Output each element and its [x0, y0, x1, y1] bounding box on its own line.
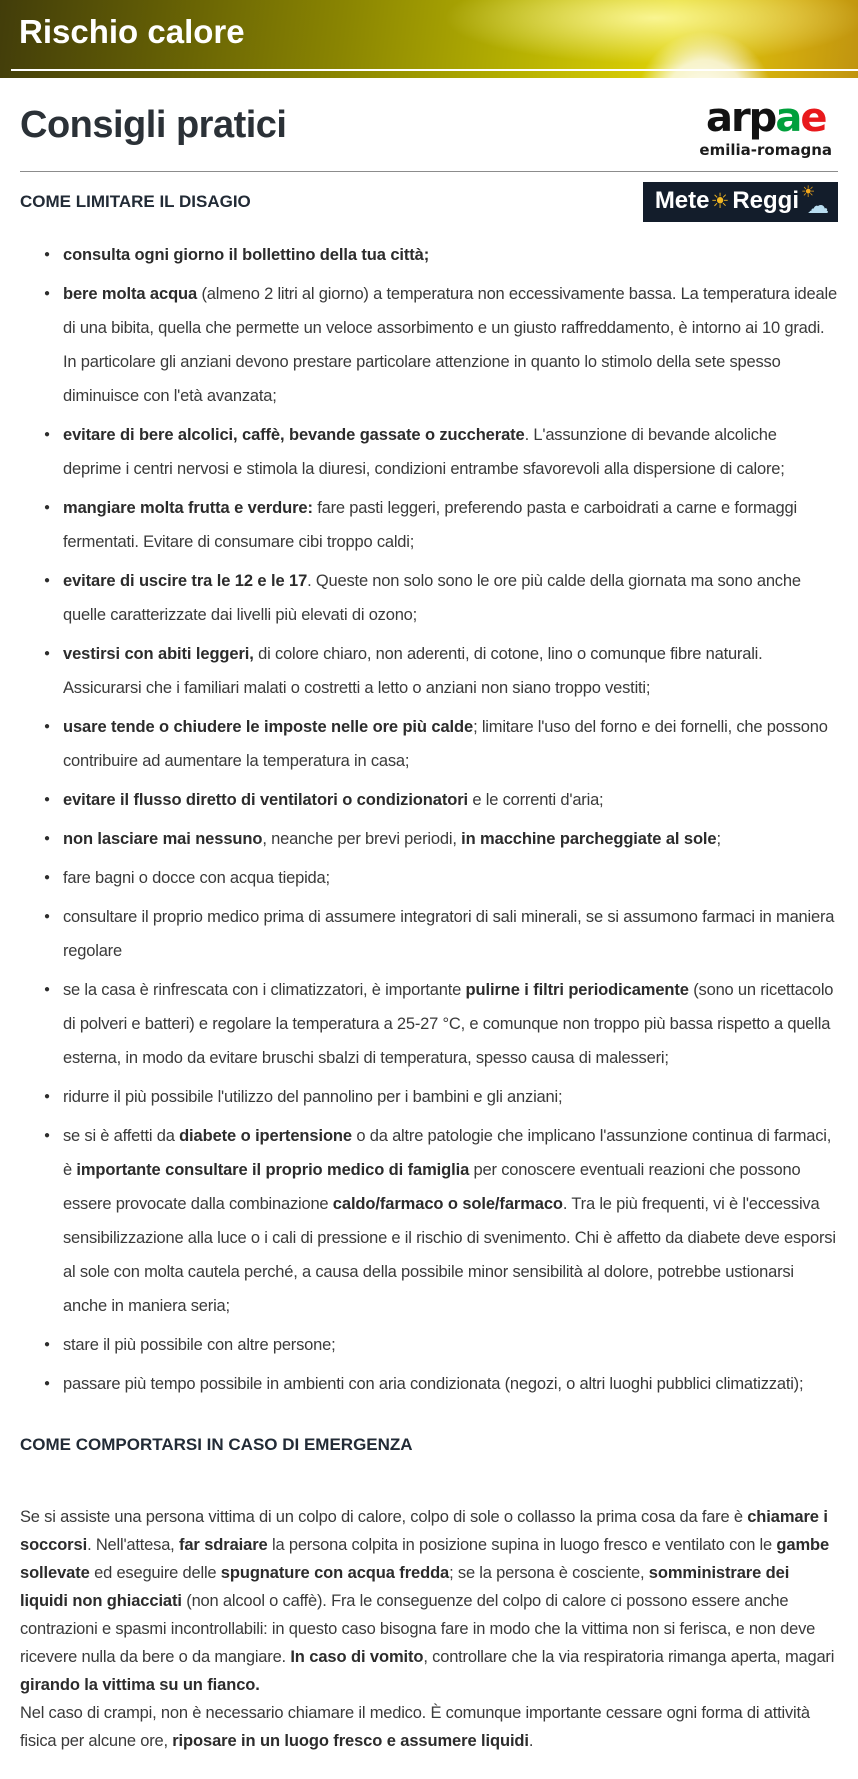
badge-text-reggi: Reggi — [732, 187, 799, 214]
list-item: ● usare tende o chiudere le imposte nelle ore più calde; limitare l'uso del forno e dei fornelli, che possono contribuire ad aumentare la temperatura in casa; — [63, 710, 838, 778]
list-item: ● ridurre il più possibile l'utilizzo del pannolino per i bambini e gli anziani; — [63, 1080, 838, 1114]
list-item: ● vestirsi con abiti leggeri, di colore chiaro, non aderenti, di cotone, lino o comunque fibre naturali. Assicurarsi che i familiari malati o costretti a letto o anziani non siano troppo vestiti; — [63, 637, 838, 705]
list-item: ● consulta ogni giorno il bollettino della tua città; — [63, 238, 838, 272]
list-item: ● bere molta acqua (almeno 2 litri al giorno) a temperatura non eccessivamente bassa. La temperatura ideale di una bibita, quella che permette un veloce assorbimento e un giusto raffreddamento, è intorno ai 10 gradi. In particolare gli anziani devono prestare particolare attenzione in quanto lo stimolo della sete spesso diminuisce con l'età avanzata; — [63, 277, 838, 413]
arpae-logo-subtitle: emilia-romagna — [699, 141, 832, 159]
list-item: ● stare il più possibile con altre persone; — [63, 1328, 838, 1362]
emergency-paragraphs — [20, 1503, 838, 1755]
emergency-paragraph: Se si assiste una persona vittima di un colpo di calore, colpo di sole o collasso la prima cosa da fare è chiamare i soccorsi. Nell'attesa, far sdraiare la persona colpita in posizione supina in luogo fresco e ventilato con le gambe sollevate ed eseguire delle spugnature con acqua fredda; se la persona è cosciente, somministrare dei liquidi non ghiacciati (non alcool o caffè). Fra le conseguenze del colpo di calore ci possono essere anche contrazioni e spasmi incontrollabili: in questo caso bisogna fare in modo che la vittima non si ferisca, e non deve ricevere nulla da bere o da mangiare. In caso di vomito, controllare che la via respiratoria rimanga aperta, magari girando la vittima su un fianco. — [20, 1508, 835, 1694]
arpae-logo[interactable] — [699, 96, 838, 159]
list-item: ● evitare il flusso diretto di ventilatori o condizionatori e le correnti d'aria; — [63, 783, 838, 817]
title-row — [20, 96, 838, 159]
list-item: ● passare più tempo possibile in ambienti con aria condizionata (negozi, o altri luoghi pubblici climatizzati); — [63, 1367, 838, 1401]
emergency-paragraph: Nel caso di crampi, non è necessario chiamare il medico. È comunque importante cessare ogni forma di attività fisica per alcune ore, riposare in un luogo fresco e assumere liquidi. — [20, 1704, 810, 1750]
advice-list — [20, 238, 838, 1401]
list-item: ● se si è affetti da diabete o ipertensione o da altre patologie che implicano l'assunzione continua di farmaci, è importante consultare il proprio medico di famiglia per conoscere eventuali reazioni che possono essere provocate dalla combinazione caldo/farmaco o sole/farmaco. Tra le più frequenti, vi è l'eccessiva sensibilizzazione alla luce o i cali di pressione e il rischio di svenimento. Chi è affetto da diabete deve esporsi al sole con molta cautela perché, a causa della possibile minor sensibilità al dolore, potrebbe ustionarsi anche in maniera seria; — [63, 1119, 838, 1323]
list-item: ● mangiare molta frutta e verdure: fare pasti leggeri, preferendo pasta e carboidrati a carne e formaggi fermentati. Evitare di consumare cibi troppo caldi; — [63, 491, 838, 559]
list-item: ● consultare il proprio medico prima di assumere integratori di sali minerali, se si assumono farmaci in maniera regolare — [63, 900, 838, 968]
banner-title: Rischio calore — [19, 13, 245, 50]
list-item: ● evitare di bere alcolici, caffè, bevande gassate o zuccherate. L'assunzione di bevande alcoliche deprime i centri nervosi e stimola la diuresi, condizioni entrambe sfavorevoli alla dispersione di calore; — [63, 418, 838, 486]
section-heading-emergency: COME COMPORTARSI IN CASO DI EMERGENZA — [20, 1435, 413, 1454]
arpae-logo-wordmark — [699, 95, 832, 141]
page-banner — [0, 0, 858, 78]
arpae-logo-red-letter: e — [800, 95, 826, 141]
content — [0, 96, 858, 1779]
list-item: ● non lasciare mai nessuno, neanche per brevi periodi, in macchine parcheggiate al sole; — [63, 822, 838, 856]
meteo-reggio-badge[interactable] — [643, 182, 838, 222]
list-item: ● se la casa è rinfrescata con i climatizzatori, è importante pulirne i filtri periodicamente (sono un ricettacolo di polveri e batteri) e regolare la temperatura a 25-27 °C, e comunque non troppo più bassa rispetto a quella esterna, in modo da evitare bruschi sbalzi di temperatura, spesso causa di malesseri; — [63, 973, 838, 1075]
sun-behind-cloud-icon: ☀ ☁ — [801, 184, 829, 218]
list-item: ● evitare di uscire tra le 12 e le 17. Queste non solo sono le ore più calde della giornata ma sono anche quelle caratterizzate dai livelli più elevati di ozono; — [63, 564, 838, 632]
page-title: Consigli pratici — [20, 104, 287, 146]
banner-divider — [11, 69, 858, 71]
sun-icon: ☀ — [710, 189, 730, 213]
section-row — [20, 182, 838, 222]
list-item: ● fare bagni o docce con acqua tiepida; — [63, 861, 838, 895]
arpae-logo-black: arp — [705, 95, 776, 141]
section-heading-limit-discomfort: COME LIMITARE IL DISAGIO — [20, 192, 251, 211]
badge-text-mete: Mete — [654, 187, 710, 214]
title-divider — [20, 171, 838, 172]
arpae-logo-green-letter: a — [775, 95, 801, 141]
